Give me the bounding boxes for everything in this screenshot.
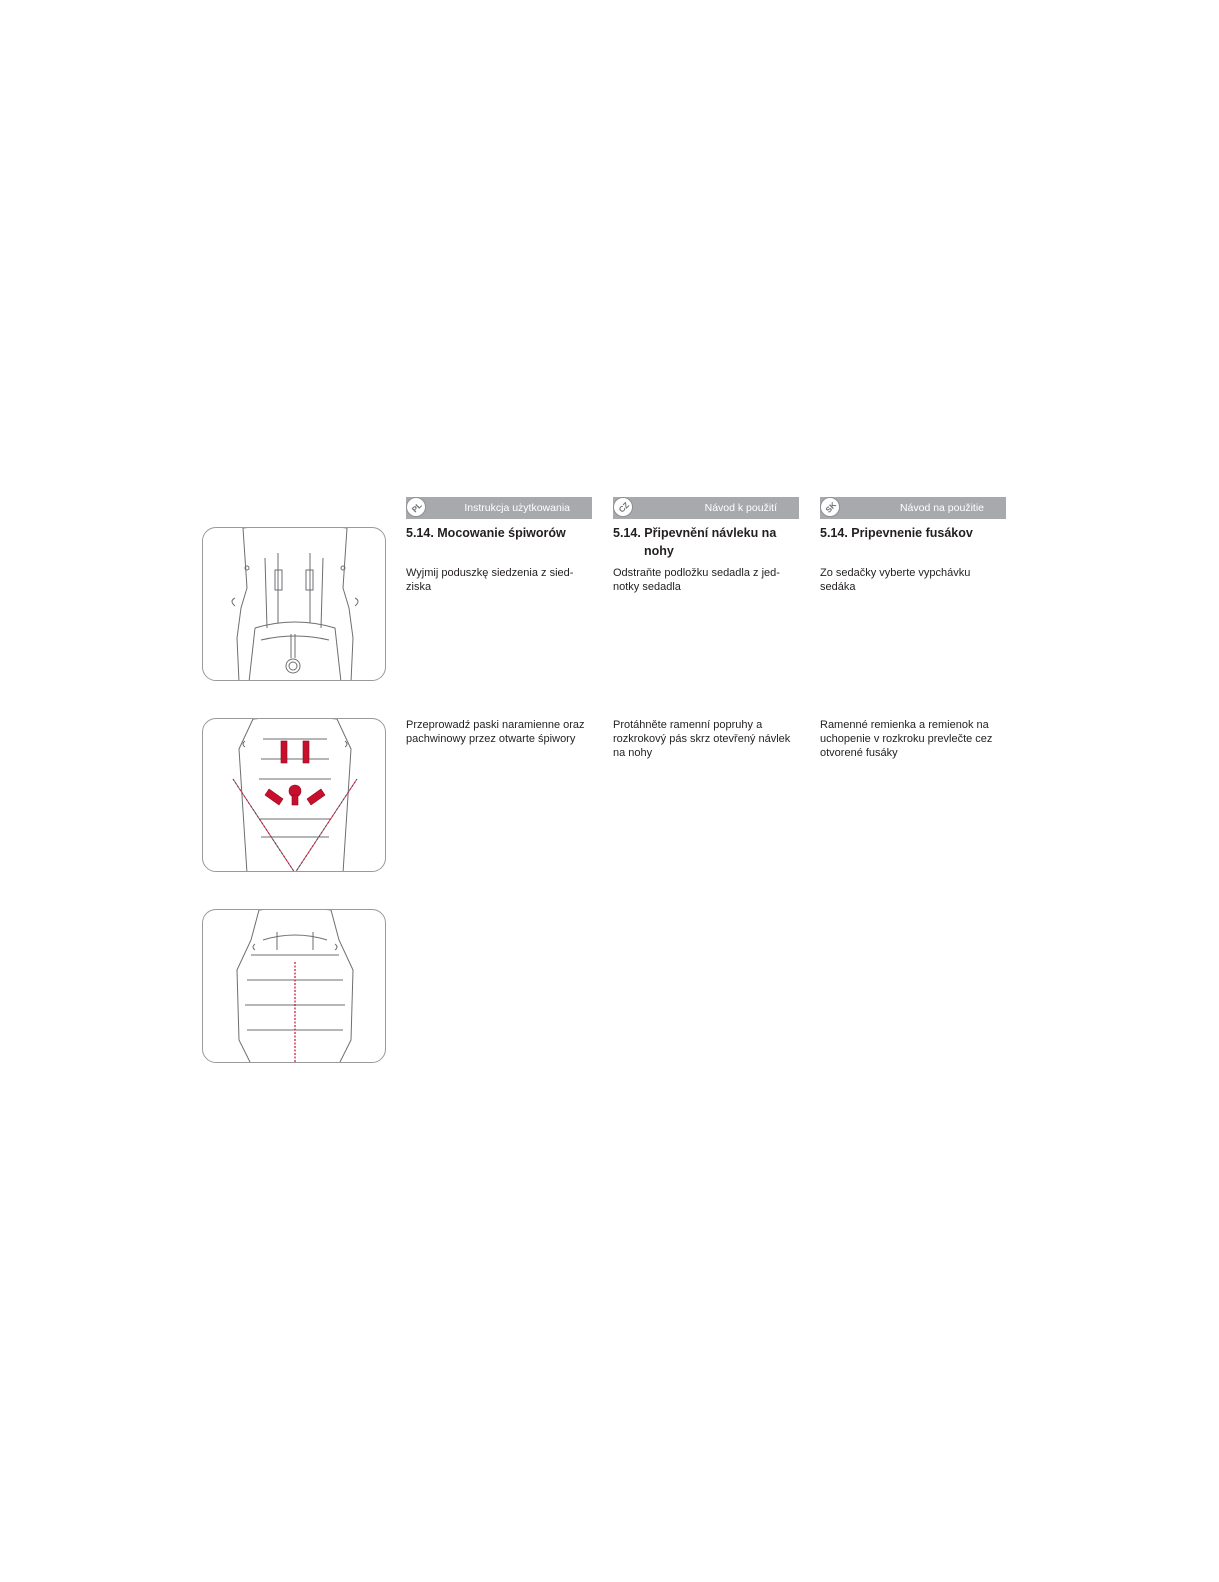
section-heading-sk — [820, 524, 1010, 542]
step2-text-sk — [820, 718, 1012, 760]
header-title: Návod na použitie — [899, 502, 984, 514]
header-title: Instrukcja użytkowania — [464, 502, 570, 514]
text-line: Odstraňte podložku sedadla z jed- — [613, 567, 780, 579]
step2-text-cz — [613, 718, 805, 760]
figure-harness-through-footmuff — [202, 718, 386, 872]
heading-line: 5.14. Připevnění návleku na — [613, 526, 777, 540]
header-bar-sk — [820, 497, 1006, 519]
text-line: Protáhněte ramenní popruhy a — [613, 719, 763, 731]
header-title: Návod k použití — [704, 502, 777, 514]
heading-line: nohy — [644, 544, 674, 558]
language-badge-cz — [613, 497, 633, 517]
language-badge-sk — [820, 497, 840, 517]
text-line: sedáka — [820, 581, 856, 593]
text-line: Przeprowadź paski naramienne oraz — [406, 719, 585, 731]
header-bar-cz — [613, 497, 799, 519]
section-heading-pl — [406, 524, 596, 542]
language-code: CZ — [617, 500, 631, 515]
footmuff-closed-illustration — [203, 910, 386, 1063]
harness-illustration — [203, 719, 386, 872]
step1-text-sk — [820, 566, 1010, 594]
text-line: rozkrokový pás skrz otevřený návlek — [613, 733, 791, 745]
heading-line: 5.14. Mocowanie śpiworów — [406, 526, 566, 540]
seat-unit-illustration — [203, 528, 386, 681]
header-bar-pl — [406, 497, 592, 519]
language-badge-pl — [406, 497, 426, 517]
text-line: uchopenie v rozkroku prevlečte cez — [820, 733, 993, 745]
text-line: Ramenné remienka a remienok na — [820, 719, 989, 731]
text-line: otvorené fusáky — [820, 747, 898, 759]
text-line: Wyjmij poduszkę siedzenia z sied- — [406, 567, 574, 579]
language-code: SK — [823, 500, 839, 515]
step1-text-cz — [613, 566, 803, 594]
text-line: pachwinowy przez otwarte śpiwory — [406, 733, 576, 745]
figure-footmuff-closed — [202, 909, 386, 1063]
step2-text-pl — [406, 718, 598, 746]
text-line: Zo sedačky vyberte vypchávku — [820, 567, 971, 579]
text-line: notky sedadla — [613, 581, 681, 593]
step1-text-pl — [406, 566, 596, 594]
section-heading-cz — [613, 524, 803, 560]
text-line: ziska — [406, 581, 432, 593]
heading-line: 5.14. Pripevnenie fusákov — [820, 526, 973, 540]
language-code: PL — [410, 500, 424, 515]
figure-seat-unit — [202, 527, 386, 681]
text-line: na nohy — [613, 747, 653, 759]
